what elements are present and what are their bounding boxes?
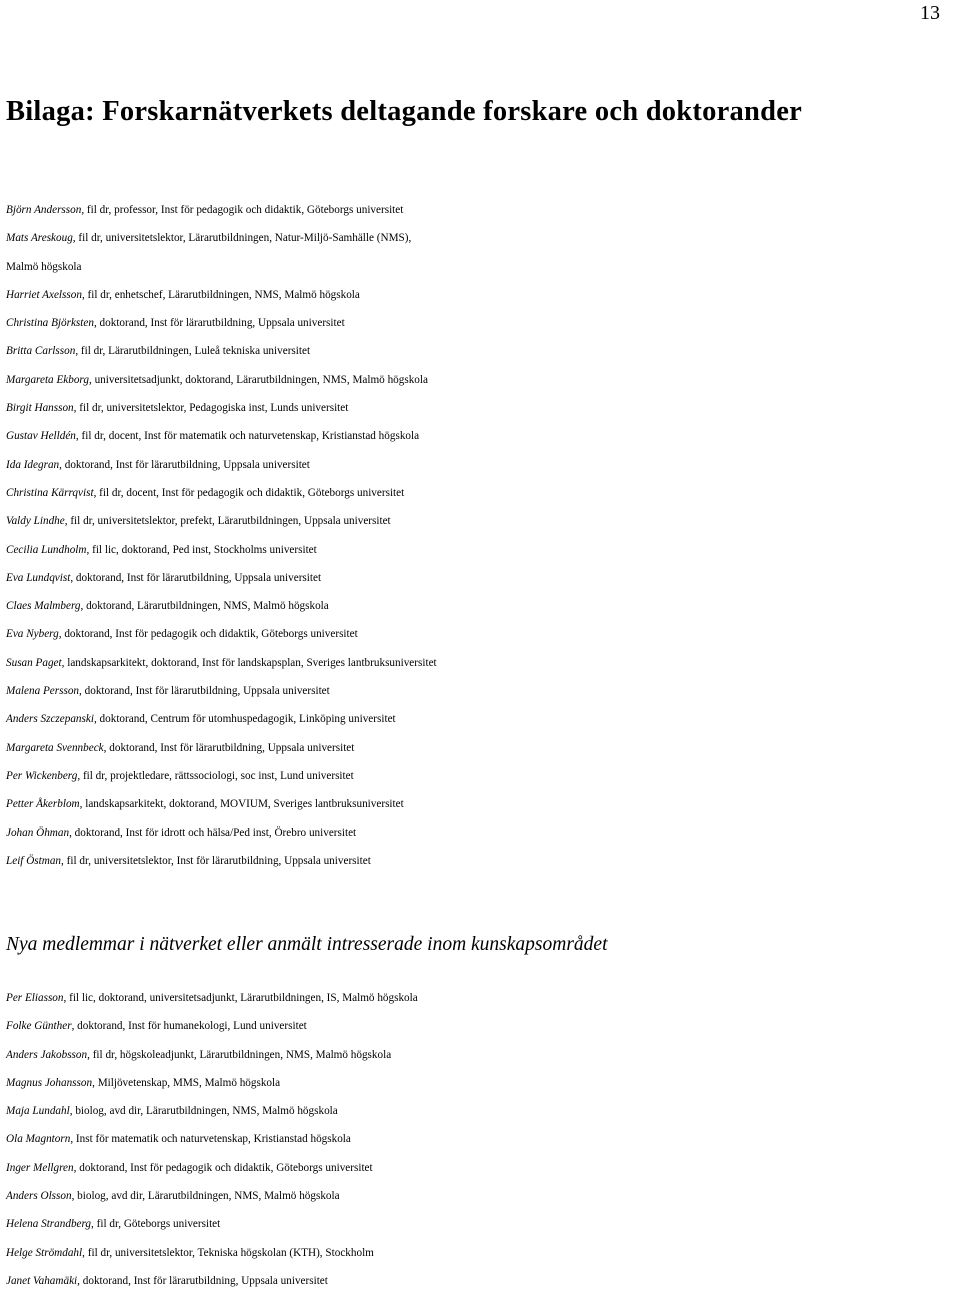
member-name: Per Eliasson (6, 992, 64, 1004)
participant-name: Leif Östman (6, 854, 62, 867)
participant-name: Mats Areskoug, (6, 232, 76, 245)
participant-name: Ida Idegran (6, 458, 60, 471)
participant-details: , doktorand, Centrum för utomhuspedagogik, Linköping universitet (93, 713, 396, 726)
member-name: Inger Mellgren (6, 1161, 74, 1174)
member-details: , fil lic, doktorand, universitetsadjunkt, Lärarutbildningen, IS, Malmö högskola (63, 992, 418, 1004)
member-name: Maja Lundahl, (6, 1105, 73, 1118)
participant-entry (6, 592, 956, 620)
new-members-title: Nya medlemmar i nätverket eller anmält intresserade inom kunskapsområdet (6, 934, 608, 955)
participant-entry (6, 705, 956, 733)
participant-entry (6, 734, 956, 762)
participant-entry (6, 847, 956, 875)
participant-details: , fil dr, universitetslektor, prefekt, Lärarutbildningen, Uppsala universitet (64, 515, 391, 528)
new-member-entry (6, 1012, 956, 1040)
member-details: , doktorand, Inst för lärarutbildning, Uppsala universitet (77, 1274, 328, 1287)
participant-entry (6, 536, 956, 564)
participant-name: Margareta Svennbeck (6, 741, 104, 754)
participant-details: , doktorand, Lärarutbildningen, NMS, Malmö högskola (80, 600, 329, 613)
new-member-entry (6, 1069, 956, 1097)
participant-entry (6, 394, 956, 422)
participant-name: Susan Paget (6, 656, 62, 669)
new-member-entry (6, 1125, 956, 1153)
participant-name: Margareta Ekborg (6, 373, 89, 386)
participant-details: Malmö högskola (6, 260, 82, 273)
participant-entry (6, 451, 956, 479)
member-details: , Miljövetenskap, MMS, Malmö högskola (92, 1076, 281, 1089)
participant-entry (6, 337, 956, 365)
participant-details: , doktorand, Inst för lärarutbildning, Uppsala universitet (103, 741, 355, 754)
participant-entry (6, 819, 956, 847)
participant-entry (6, 677, 956, 705)
participant-entry (6, 790, 956, 818)
participant-name: Harriet Axelsson (6, 288, 82, 301)
member-name: Janet Vahamäki (6, 1274, 78, 1287)
member-details: , Inst för matematik och naturvetenskap, Kristianstad högskola (70, 1133, 351, 1146)
member-details: , fil dr, högskoleadjunkt, Lärarutbildningen, NMS, Malmö högskola (87, 1048, 392, 1061)
participant-details: , doktorand, Inst för idrott och hälsa/Ped inst, Örebro universitet (69, 826, 357, 839)
member-name: Ola Magntorn (6, 1133, 71, 1146)
participant-details: , fil dr, enhetschef, Lärarutbildningen, NMS, Malmö högskola (81, 288, 360, 301)
participant-details: doktorand, Inst för pedagogik och didaktik, Göteborgs universitet (61, 628, 358, 641)
participant-entry (6, 422, 956, 450)
participant-name: Anders Szczepanski (6, 713, 94, 726)
participant-name: Björn Andersson, (6, 204, 85, 216)
participant-details: , fil dr, docent, Inst för matematik och naturvetenskap, Kristianstad högskola (75, 430, 420, 443)
participant-name: Cecilia Lundholm (6, 543, 87, 556)
participant-entry (6, 762, 956, 790)
page-heading: Bilaga: Forskarnätverkets deltagande forskare och doktorander (6, 96, 803, 127)
participant-details: , landskapsarkitekt, doktorand, Inst för landskapsplan, Sveriges lantbruksuniversitet (61, 656, 437, 669)
member-details: , fil dr, Göteborgs universitet (91, 1218, 221, 1231)
participant-name: Petter Åkerblom, (6, 798, 83, 811)
participant-name: Per Wickenberg (6, 769, 78, 782)
participant-name: Birgit Hansson (6, 402, 74, 415)
participant-entry (6, 620, 956, 648)
member-name: Magnus Johansson (6, 1076, 93, 1089)
participant-entry-continuation (6, 253, 956, 281)
participant-name: Christina Kärrqvist (6, 486, 94, 499)
participant-name: Claes Malmberg (6, 600, 81, 613)
participant-name: Malena Persson (6, 685, 80, 698)
participant-name: Eva Lundqvist (6, 571, 71, 584)
member-details: , doktorand, Inst för pedagogik och didaktik, Göteborgs universitet (73, 1161, 373, 1174)
participant-details: , doktorand, Inst för lärarutbildning, Uppsala universitet (93, 317, 345, 330)
new-member-entry (6, 1182, 956, 1210)
participant-name: Britta Carlsson (6, 345, 76, 358)
new-member-entry (6, 1210, 956, 1238)
participants-list (6, 196, 956, 875)
participant-details: , doktorand, Inst för lärarutbildning, Uppsala universitet (79, 685, 330, 698)
page-number: 13 (920, 2, 940, 24)
participant-details: fil dr, universitetslektor, Lärarutbildningen, Natur-Miljö-Samhälle (NMS), (75, 232, 412, 245)
participant-name: Valdy Lindhe (6, 515, 65, 528)
participant-entry (6, 649, 956, 677)
new-member-entry (6, 1154, 956, 1182)
participant-details: , doktorand, Inst för lärarutbildning, Uppsala universitet (59, 458, 310, 471)
participant-entry (6, 507, 956, 535)
participant-entry (6, 479, 956, 507)
participant-name: Christina Björksten (6, 317, 94, 330)
participant-entry (6, 309, 956, 337)
member-details: , fil dr, universitetslektor, Tekniska högskolan (KTH), Stockholm (82, 1246, 374, 1259)
member-name: Anders Jakobsson (6, 1048, 88, 1061)
new-member-entry (6, 1267, 956, 1295)
participant-details: , fil lic, doktorand, Ped inst, Stockholms universitet (86, 543, 317, 556)
participant-entry (6, 224, 956, 252)
new-member-entry (6, 1041, 956, 1069)
member-details: , biolog, avd dir, Lärarutbildningen, NMS, Malmö högskola (71, 1190, 340, 1203)
participant-details: , fil dr, projektledare, rättssociologi, soc inst, Lund universitet (77, 769, 354, 782)
participant-details: , fil dr, docent, Inst för pedagogik och didaktik, Göteborgs universitet (93, 486, 405, 499)
participant-details: landskapsarkitekt, doktorand, MOVIUM, Sveriges lantbruksuniversitet (82, 798, 404, 811)
participant-details: , doktorand, Inst för lärarutbildning, Uppsala universitet (70, 571, 322, 584)
participant-name: Gustav Helldén (6, 430, 76, 443)
participant-details: , fil dr, universitetslektor, Pedagogiska inst, Lunds universitet (73, 402, 349, 415)
new-member-entry (6, 1239, 956, 1267)
participant-details: , fil dr, universitetslektor, Inst för lärarutbildning, Uppsala universitet (61, 854, 371, 867)
new-member-entry (6, 1097, 956, 1125)
new-members-list (6, 984, 956, 1295)
participant-entry (6, 366, 956, 394)
participant-name: Johan Öhman (6, 826, 70, 839)
participant-details: , universitetsadjunkt, doktorand, Lärarutbildningen, NMS, Malmö högskola (88, 373, 428, 386)
member-details: , doktorand, Inst för humanekologi, Lund universitet (71, 1020, 307, 1033)
participant-details: fil dr, professor, Inst för pedagogik och didaktik, Göteborgs universitet (84, 204, 404, 216)
member-name: Helge Strömdahl (6, 1246, 83, 1259)
member-name: Anders Olsson (6, 1190, 72, 1203)
participant-details: , fil dr, Lärarutbildningen, Luleå tekniska universitet (75, 345, 311, 358)
member-details: biolog, avd dir, Lärarutbildningen, NMS, Malmö högskola (72, 1105, 338, 1118)
new-member-entry (6, 984, 956, 1012)
member-name: Folke Günther (6, 1020, 72, 1033)
participant-entry (6, 281, 956, 309)
member-name: Helena Strandberg (6, 1218, 92, 1231)
participant-entry (6, 196, 956, 224)
participant-name: Eva Nyberg, (6, 628, 62, 641)
participant-entry (6, 564, 956, 592)
